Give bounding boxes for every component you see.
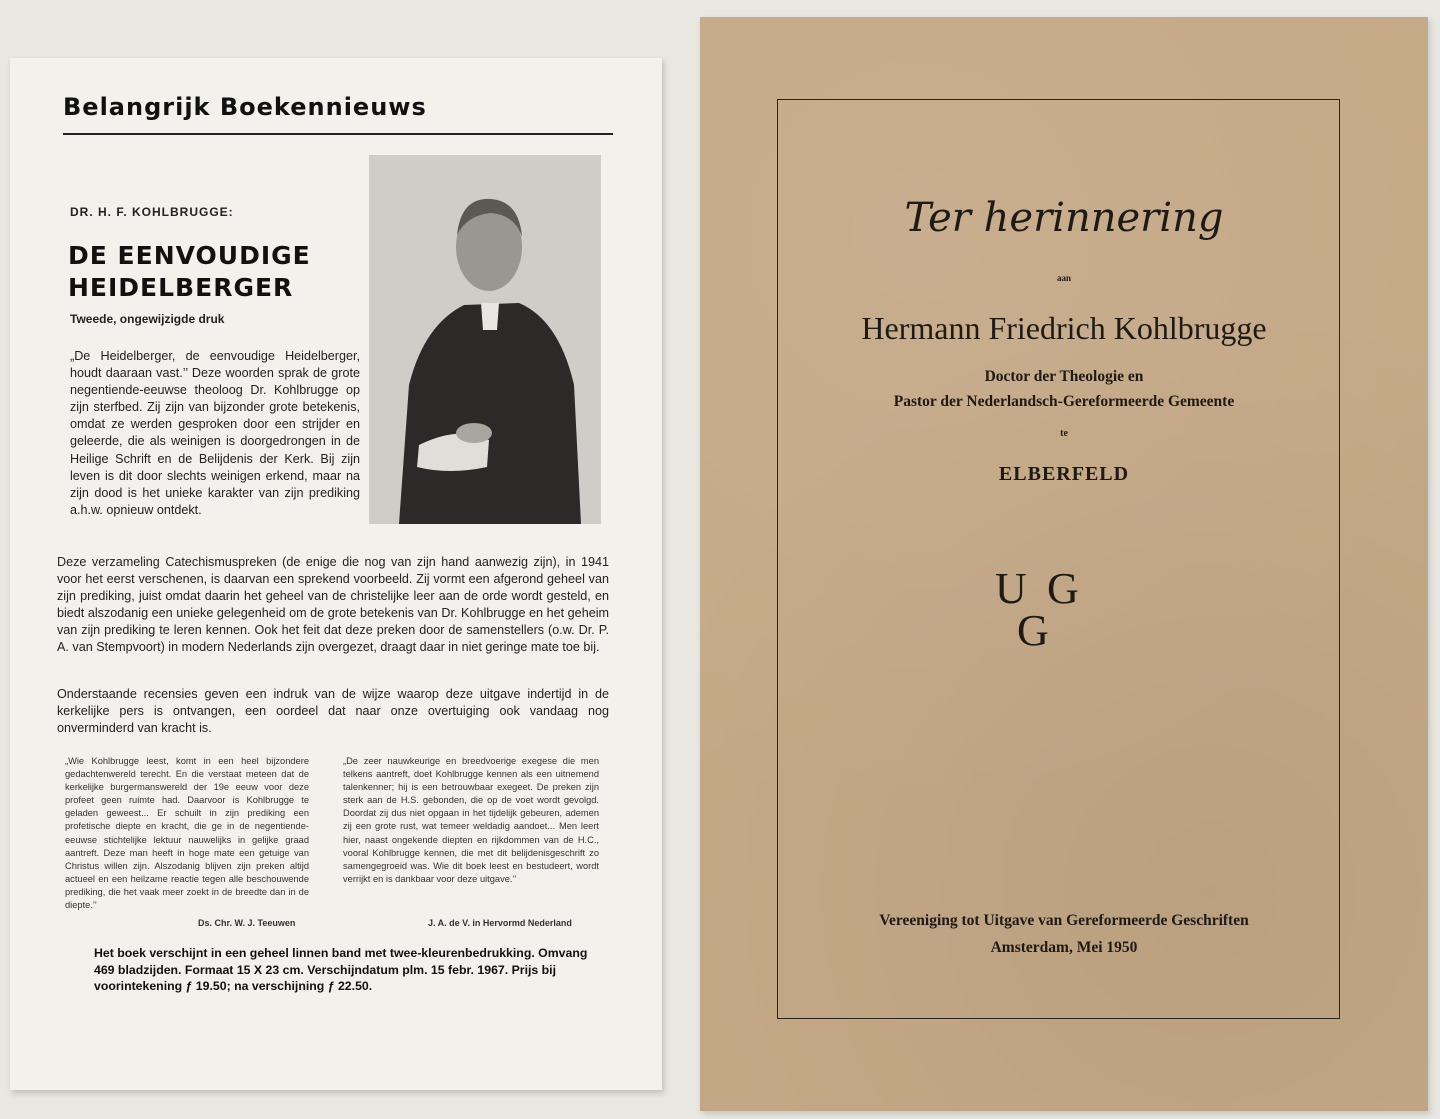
book-title-line2: HEIDELBERGER	[68, 273, 294, 302]
cover-te: te	[1060, 428, 1068, 439]
book-cover	[700, 17, 1428, 1111]
portrait-illustration	[369, 155, 601, 524]
svg-text:G: G	[1017, 606, 1049, 655]
cover-subtitle-1: Doctor der Theologie en	[984, 368, 1144, 385]
cover-title: Ter herinnering	[904, 195, 1224, 241]
author-label: DR. H. F. KOHLBRUGGE:	[70, 205, 234, 219]
review-quote-1: „Wie Kohlbrugge leest, komt in een heel bijzondere gedachtenwereld terecht. En die verstaat meteen dat de kerkelijke burgermanswereld der 19e eeuw voor deze profeet geen ruimte had. Daarvoor is Kohlbrugge te geladen geweest... Er schuilt in zijn prediking een profetische diepte en kracht, die ge in de negentiende-eeuwse stichtelijke lektuur nauwelijks in gelijke graad aantreft. Deze man heeft in hoge mate een getuige van Christus willen zijn. Alszodanig blijven zijn preken altijd actueel en een heilzame reactie tegen alle beschouwende prediking, die het vaak meer zoekt in de breedte dan in de diepte.’’	[65, 756, 309, 911]
svg-text:G: G	[1047, 564, 1079, 613]
cover-city: ELBERFELD	[998, 463, 1130, 485]
review-attribution-2: J. A. de V. in Hervormd Nederland	[428, 918, 572, 928]
review-intro-paragraph: Onderstaande recensies geven een indruk van de wijze waarop deze uitgave indertijd in de kerkelijke pers is ontvangen, een oordeel dat naar onze overtuiging ook vandaag nog onverminderd van kracht is.	[57, 687, 609, 736]
intro-paragraph: „De Heidelberger, de eenvoudige Heidelberger, houdt daaraan vast.’’ Deze woorden sprak de grote negentiende-eeuwse theoloog Dr. Kohlbrugge op zijn sterfbed. Zij zijn van bijzonder grote betekenis, omdat ze werden gesproken door een strijder en geleerde, die als weinigen is doorgedrongen in de Heilige Schrift en de Belijdenis der Kerk. Bij zijn leven is dit door slechts weinigen erkend, maar na zijn dood is het unieke karakter van zijn prediking a.h.w. opnieuw ontdekt.	[70, 349, 360, 517]
book-title	[68, 240, 368, 304]
book-title-line1: DE EENVOUDIGE	[68, 241, 311, 270]
flyer-leaflet	[10, 58, 662, 1090]
portrait-photo	[369, 155, 601, 524]
masthead-rule	[63, 133, 613, 135]
cover-publisher: Vereeniging tot Uitgave van Gereformeerde Geschriften	[879, 912, 1249, 929]
edition-label: Tweede, ongewijzigde druk	[70, 312, 225, 326]
cover-subtitle-2: Pastor der Nederlandsch-Gereformeerde Gemeente	[893, 393, 1235, 410]
review-attribution-1: Ds. Chr. W. J. Teeuwen	[198, 918, 296, 928]
publication-details: Het boek verschijnt in een geheel linnen band met twee-kleurenbedrukking. Omvang 469 bladzijden. Formaat 15 X 23 cm. Verschijndatum plm. 15 febr. 1967. Prijs bij voorintekening ƒ 19.50; na verschijning ƒ 22.50.	[94, 946, 588, 993]
cover-aan: aan	[1056, 273, 1071, 283]
masthead: Belangrijk Boekennieuws	[63, 93, 427, 121]
cover-name: Hermann Friedrich Kohlbrugge	[861, 310, 1267, 346]
svg-text:U: U	[995, 564, 1027, 613]
body-paragraph: Deze verzameling Catechismuspreken (de enige die nog van zijn hand aanwezig zijn), in 1941 voor het eerst verschenen, is daarvan een sprekend voorbeeld. Zij vormt een afgerond geheel van zijn prediking, juist omdat daarin het geheel van de christelijke leer aan de orde wordt gesteld, en biedt alszodanig een unieke gelegenheid om de grote betekenis van Dr. Kohlbrugge en het geheim van zijn prediking te leren kennen. Ook het feit dat deze preken door de samenstellers (o.w. Dr. P. A. van Stempvoort) in modern Nederlands zijn overgezet, draagt daar in niet geringe mate toe bij.	[57, 555, 609, 655]
review-quote-2: „De zeer nauwkeurige en breedvoerige exegese die men telkens aantreft, doet Kohlbrugge kennen als een uitnemend talenkenner; hij is een betrouwbaar exegeet. De preken zijn sterk aan de H.S. gebonden, die op de voet wordt gevolgd. Doordat zij dus niet opgaan in het tijdelijk gebeuren, ademen zij een grote rust, wat temeer weldadig aandoet... Men leert hier, naast ongekende diepten en rijkdommen van de H.C., vooral Kohlbrugge kennen, die met dit belijdenisgeschrift zo samengegroeid was. Wie dit boek leest en bestudeert, wordt verrijkt en is dankbaar voor deze uitgave.’’	[343, 756, 599, 884]
publisher-monogram	[995, 563, 1105, 663]
cover-place-date: Amsterdam, Mei 1950	[990, 939, 1138, 956]
